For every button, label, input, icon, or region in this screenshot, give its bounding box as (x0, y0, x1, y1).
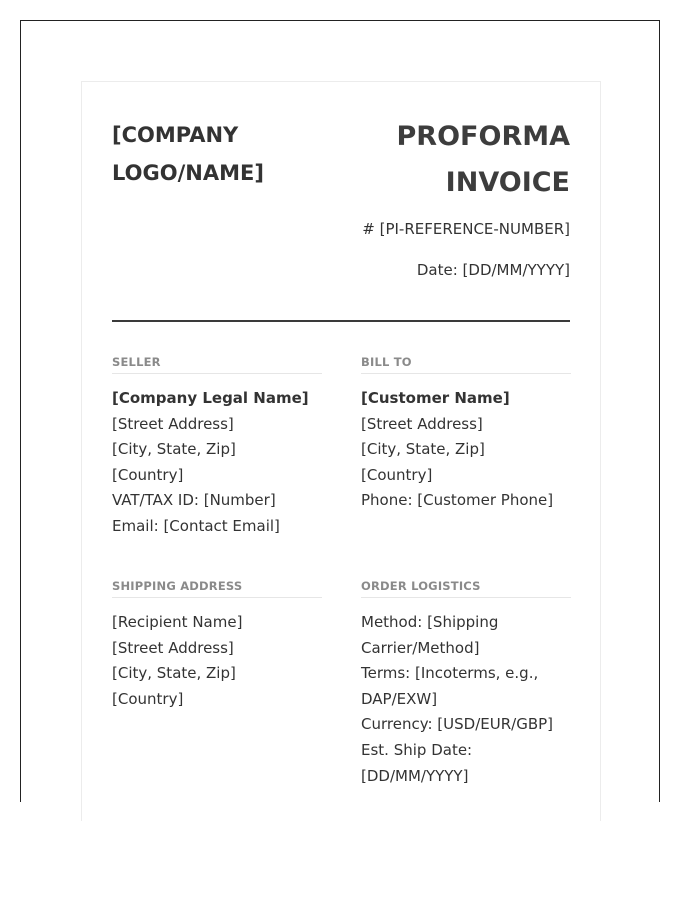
seller-city: [City, State, Zip] (112, 440, 236, 459)
seller-heading: SELLER (112, 355, 322, 374)
seller-legal-name: [Company Legal Name] (112, 389, 309, 407)
order-logistics-section (361, 579, 571, 789)
customer-country: [Country] (361, 465, 433, 484)
bill-to-details (361, 386, 571, 514)
shipping-address-heading: SHIPPING ADDRESS (112, 579, 322, 598)
shipping-country: [Country] (112, 689, 184, 708)
company-line-1: [COMPANY (112, 123, 239, 147)
order-logistics-heading: ORDER LOGISTICS (361, 579, 571, 598)
title-line-2: INVOICE (445, 167, 570, 198)
shipping-city: [City, State, Zip] (112, 664, 236, 683)
bill-to-section (361, 355, 571, 514)
bill-to-heading: BILL TO (361, 355, 571, 374)
shipping-address-section (112, 579, 322, 712)
seller-email: Email: [Contact Email] (112, 516, 280, 535)
recipient-name: [Recipient Name] (112, 613, 243, 631)
seller-country: [Country] (112, 465, 184, 484)
seller-street: [Street Address] (112, 414, 234, 433)
document-title (350, 114, 570, 206)
seller-vat: VAT/TAX ID: [Number] (112, 491, 276, 510)
seller-section (112, 355, 322, 540)
shipping-street: [Street Address] (112, 638, 234, 657)
order-logistics-details (361, 610, 571, 789)
company-logo-name (112, 116, 312, 192)
seller-details (112, 386, 322, 540)
shipping-method-line-2: Carrier/Method] (361, 638, 480, 657)
customer-street: [Street Address] (361, 414, 483, 433)
terms-line-1: Terms: [Incoterms, e.g., (361, 664, 539, 683)
currency: Currency: [USD/EUR/GBP] (361, 715, 554, 734)
customer-phone: Phone: [Customer Phone] (361, 491, 554, 510)
company-line-2: LOGO/NAME] (112, 161, 264, 185)
header-divider (112, 320, 570, 322)
est-ship-date-label: Est. Ship Date: (361, 740, 473, 759)
reference-number: # [PI-REFERENCE-NUMBER] (362, 220, 570, 238)
customer-name: [Customer Name] (361, 389, 510, 407)
customer-city: [City, State, Zip] (361, 440, 485, 459)
title-line-1: PROFORMA (396, 121, 570, 152)
est-ship-date-value: [DD/MM/YYYY] (361, 766, 469, 785)
terms-line-2: DAP/EXW] (361, 689, 438, 708)
shipping-address-details (112, 610, 322, 712)
shipping-method-line-1: Method: [Shipping (361, 613, 499, 631)
invoice-date: Date: [DD/MM/YYYY] (416, 261, 570, 279)
